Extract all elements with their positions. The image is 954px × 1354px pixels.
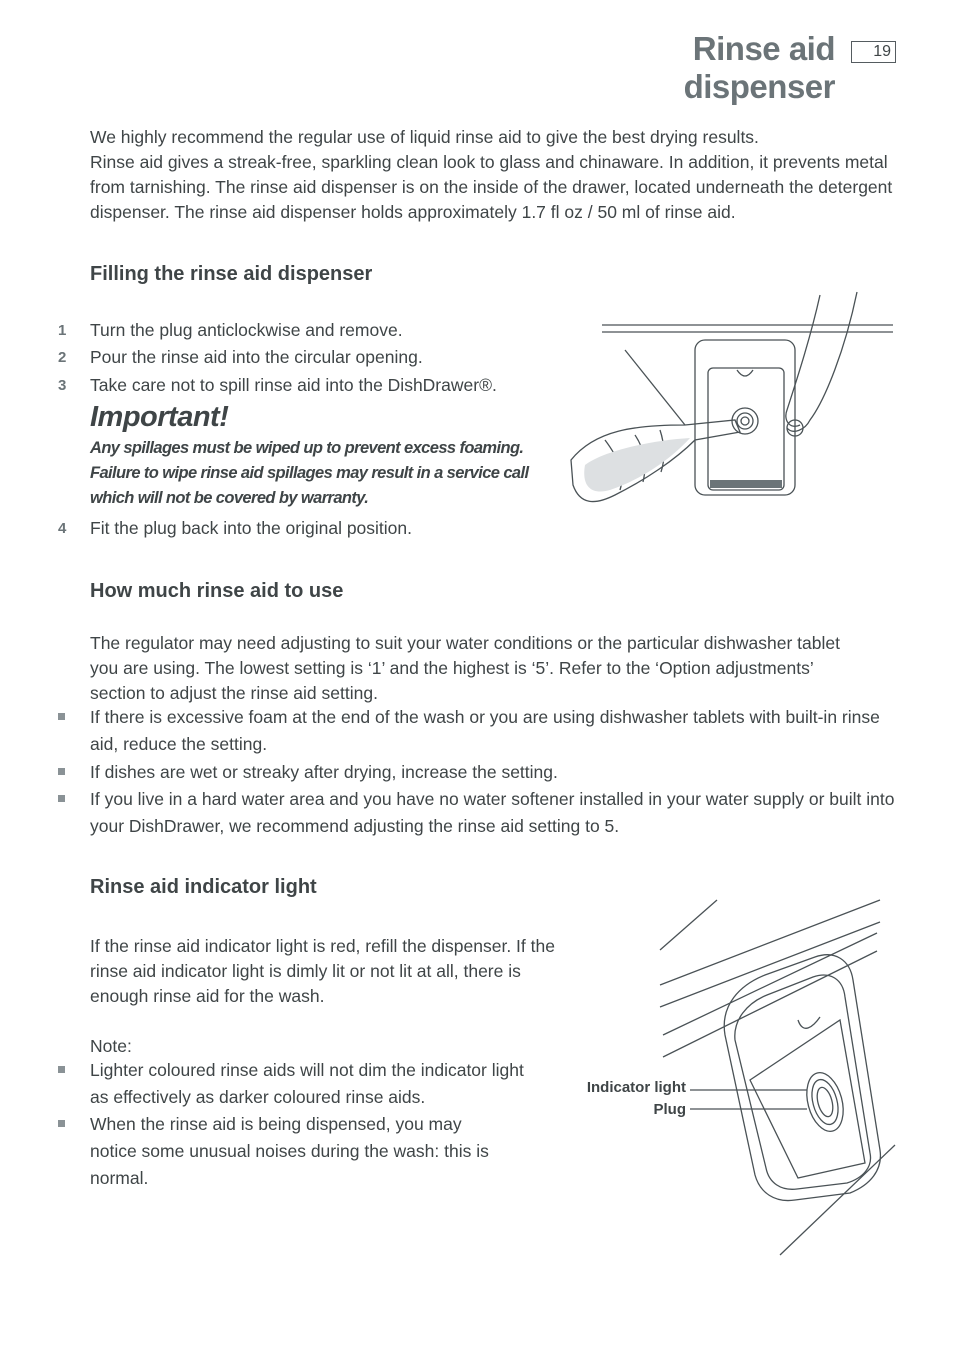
intro-line-1: We highly recommend the regular use of liquid rinse aid to give the best drying results. xyxy=(90,127,759,147)
bullet-text: When the rinse aid is being dispensed, you may notice some unusual noises during the wash: this is normal. xyxy=(90,1114,489,1188)
intro-paragraph: Rinse aid gives a streak-free, sparkling clean look to glass and chinaware. In addition, it prevents metal from tarnishing. The rinse aid dispenser is on the inside of the drawer, located underneath the detergent dispenser. The rinse aid dispenser holds approximately 1.7 fl oz / 50 ml of rinse aid. xyxy=(90,152,893,222)
bullet-text: If there is excessive foam at the end of the wash or you are using dishwasher tablets with built-in rinse aid, reduce the setting. xyxy=(90,707,880,754)
step-text: Pour the rinse aid into the circular opening. xyxy=(90,347,423,367)
bullet-marker xyxy=(58,795,65,802)
filling-illustration xyxy=(565,290,900,520)
bullet-marker xyxy=(58,1066,65,1073)
indicator-illustration xyxy=(655,895,900,1260)
how-much-heading: How much rinse aid to use xyxy=(90,580,344,602)
bullet-text: If you live in a hard water area and you have no water softener installed in your water supply or built into your DishDrawer, we recommend adjusting the rinse aid setting to 5. xyxy=(90,789,895,836)
bullet-marker xyxy=(58,713,65,720)
indicator-light-label: Indicator light xyxy=(586,1079,686,1096)
bullet-text: Lighter coloured rinse aids will not dim the indicator light as effectively as darker coloured rinse aids. xyxy=(90,1060,524,1107)
bullet-text: If dishes are wet or streaky after drying, increase the setting. xyxy=(90,762,558,782)
step-text: Turn the plug anticlockwise and remove. xyxy=(90,320,403,340)
note-label: Note: xyxy=(90,1036,132,1056)
how-much-intro: The regulator may need adjusting to suit your water conditions or the particular dishwasher tablet you are using. The lowest setting is ‘1’ and the highest is ‘5’. Refer to the ‘Option adjustments’ section to adjust the rinse aid setting. xyxy=(90,633,840,703)
step-text: Take care not to spill rinse aid into the DishDrawer®. xyxy=(90,375,497,395)
page-title: Rinse aid dispenser xyxy=(683,30,835,105)
step-number: 4 xyxy=(58,520,67,537)
important-text: Any spillages must be wiped up to prevent excess foaming. Failure to wipe rinse aid spillages may result in a service call which will not be covered by warranty. xyxy=(90,439,529,507)
page-number: 19 xyxy=(851,41,896,63)
step-number: 3 xyxy=(58,377,67,394)
bullet-marker xyxy=(58,1120,65,1127)
bullet-marker xyxy=(58,768,65,775)
indicator-intro: If the rinse aid indicator light is red, refill the dispenser. If the rinse aid indicator light is dimly lit or not lit at all, there is enough rinse aid for the wash. xyxy=(90,936,555,1006)
step-number: 2 xyxy=(58,349,67,366)
plug-label: Plug xyxy=(653,1101,686,1118)
step-number: 1 xyxy=(58,322,67,339)
important-heading: Important! xyxy=(90,401,229,433)
step-text: Fit the plug back into the original position. xyxy=(90,518,412,538)
indicator-heading: Rinse aid indicator light xyxy=(90,876,317,898)
filling-heading: Filling the rinse aid dispenser xyxy=(90,263,373,285)
